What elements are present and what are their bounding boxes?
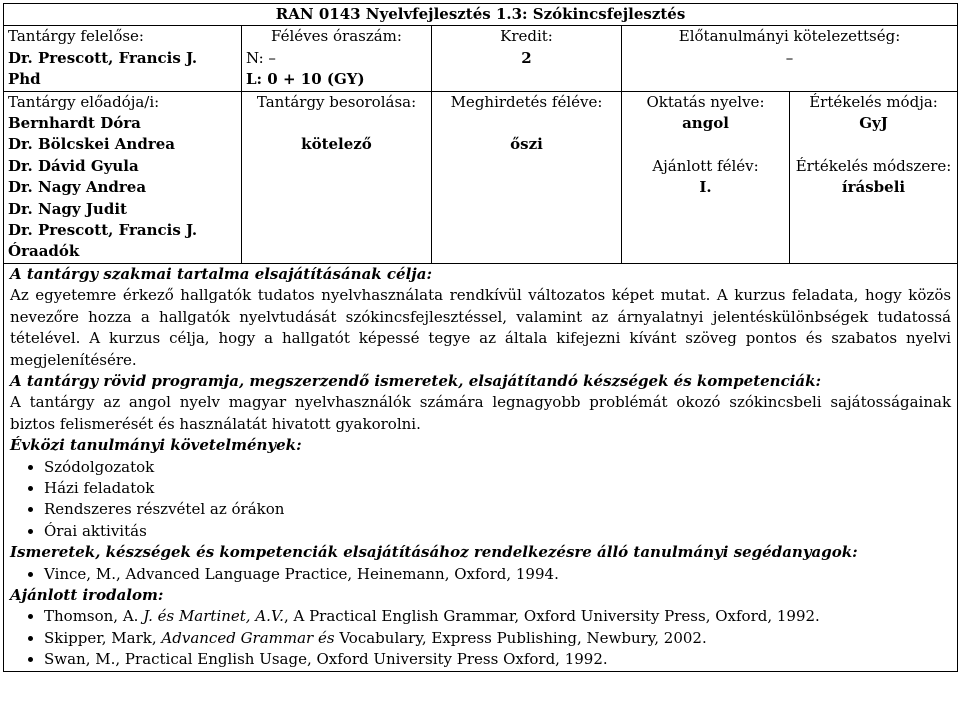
literature-title: , Practical English Usage, Oxford University Press Oxford, 1992. [115,650,608,669]
semester-hours-cell [242,26,432,91]
responsible-name: Dr. Prescott, Francis J. [8,48,198,67]
aim-section [4,263,958,671]
classification-value: kötelező [301,135,372,154]
aim-text: Az egyetemre érkező hallgatók tudatos nyelvhasználata rendkívül változatos képet mutat. A kurzus feladata, hogy közös nevezőre hozza a hallgatók nyelvtudását szókincsfejlesztéssel, valamint az árnyalatnyi jelentéskülönbségek tudatossá tételével. A kurzus célja, hogy a hallgatót képessé tegye az általa kifejezni kívánt szöveg pontos és szabatos nyelvi megjelenítésére. [10,286,952,369]
eval-mode-value: GyJ [859,114,888,133]
credit-label: Kredit: [500,27,553,46]
lecturer-name: Dr. Nagy Andrea [8,178,147,197]
prereq-label: Előtanulmányi kötelezettség: [678,27,901,46]
lecturers-label: Tantárgy előadója/i: [8,92,160,111]
literature-author: Skipper, Mark, [44,628,162,647]
lecturer-name: Dr. Dávid Gyula [8,156,139,175]
course-table [3,3,958,672]
materials-author: Vince, M. [44,564,116,583]
lecturer-name: Dr. Prescott, Francis J. [8,221,198,240]
literature-author: Swan, M. [44,650,116,669]
lecturers-cell [4,91,242,263]
list-item: • Házi feladatok [44,478,951,499]
recommended-value: I. [699,178,712,197]
lecturer-name: Bernhardt Dóra [8,114,141,133]
lecturer-name: Dr. Bölcskei Andrea [8,135,175,154]
eval-method-cell [790,156,958,264]
eval-mode-cell [790,91,958,156]
recommended-cell [622,156,790,264]
announced-cell [432,91,622,263]
list-item [44,628,951,649]
aim-heading: A tantárgy szakmai tartalma elsajátításának célja: [10,264,432,283]
literature-title-italic: Advanced Grammar és [161,628,335,647]
literature-author: Thomson, A. [44,607,144,626]
announced-value: őszi [510,135,543,154]
classification-cell [242,91,432,263]
materials-list [10,564,951,585]
literature-title: Vocabulary, Express Publishing, Newbury, 2002. [334,628,707,647]
announced-label: Meghirdetés féléve: [450,92,603,111]
list-item [44,606,951,627]
language-cell [622,91,790,156]
list-item [44,564,951,585]
credit-value: 2 [521,48,532,67]
list-item: • Rendszeres részvétel az órákon [44,499,951,520]
materials-heading: Ismeretek, készségek és kompetenciák elsajátításához rendelkezésre álló tanulmányi segédanyagok: [10,543,858,562]
prereq-cell [622,26,958,91]
list-item: • Órai aktivitás [44,521,951,542]
language-label: Oktatás nyelve: [646,92,765,111]
requirements-list [10,457,951,543]
requirements-heading: Évközi tanulmányi követelmények: [10,436,302,455]
semester-hours-l: L: 0 + 10 (GY) [246,70,365,89]
responsible-cell [4,26,242,91]
responsible-label: Tantárgy felelőse: [8,27,144,46]
page-title: RAN 0143 Nyelvfejlesztés 1.3: Szókincsfejlesztés [4,4,958,26]
eval-method-label: Értékelés módszere: [795,156,952,175]
classification-label: Tantárgy besorolása: [256,92,417,111]
eval-mode-label: Értékelés módja: [809,92,938,111]
responsible-degree: Phd [8,70,41,89]
literature-heading: Ajánlott irodalom: [10,585,164,604]
lecturer-name: Dr. Nagy Judit [8,199,127,218]
eval-method-value: írásbeli [841,178,906,197]
credit-cell [432,26,622,91]
literature-author-italic: J. és Martinet, A.V. [143,607,284,626]
language-value: angol [682,114,729,133]
list-item [44,649,951,670]
course-sheet [3,3,957,672]
materials-title: , Advanced Language Practice, Heinemann, Oxford, 1994. [115,564,559,583]
recommended-label: Ajánlott félév: [652,156,759,175]
program-heading: A tantárgy rövid programja, megszerzendő ismeretek, elsajátítandó készségek és kompetenciák: [10,371,822,390]
literature-title: , A Practical English Grammar, Oxford University Press, Oxford, 1992. [283,607,820,626]
program-text: A tantárgy az angol nyelv magyar nyelvhasználók számára legnagyobb problémát okozó szókincsbeli sajátosságainak biztos felismerését és használatát hivatott gyakorolni. [10,393,952,433]
lecturer-type: Óraadók [8,242,80,261]
semester-hours-label: Féléves óraszám: [271,27,402,46]
literature-list [10,606,951,670]
list-item: • Szódolgozatok [44,457,951,478]
semester-hours-n: N: – [246,48,276,67]
prereq-value: – [785,48,794,67]
